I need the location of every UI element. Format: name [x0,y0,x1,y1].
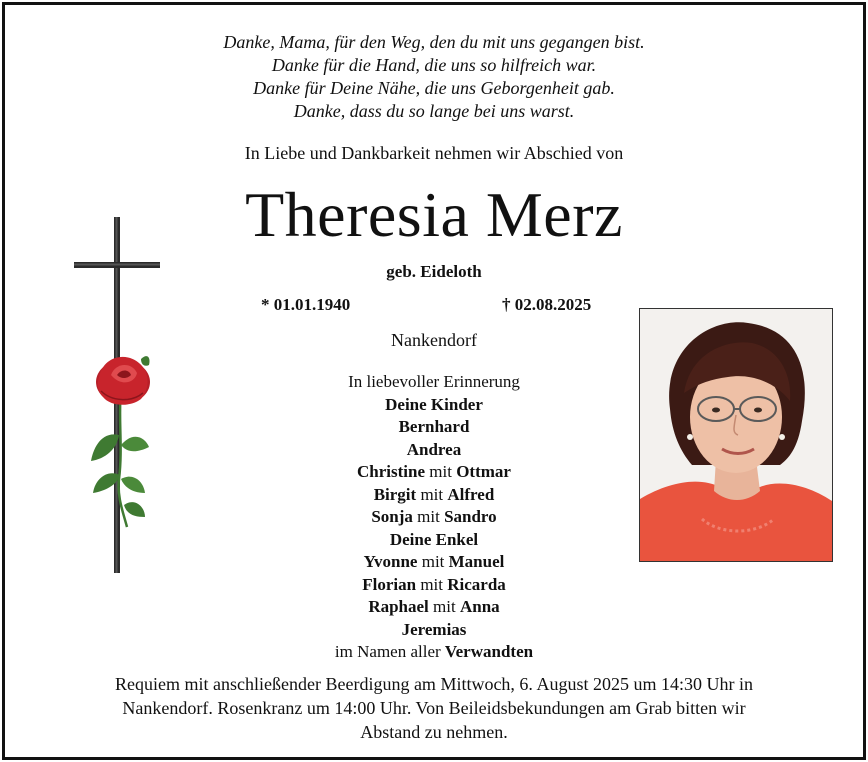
poem [5,31,863,123]
poem-line: Danke für die Hand, die uns so hilfreich war. [271,55,597,75]
mourner-name: Sonja [371,507,413,526]
mourner-name: Jeremias [401,619,467,639]
mourner-partner: Ricarda [447,574,506,594]
mourner-connector: mit [433,597,456,616]
deceased-name: Theresia Merz [245,179,623,250]
mourner-name: Andrea [406,439,462,459]
mourner-partner: Anna [459,597,500,616]
children-label: Deine Kinder [385,394,483,414]
portrait-photo [639,308,833,562]
list-item [5,596,863,619]
mourner-connector: mit [417,507,440,526]
poem-line: Danke, dass du so lange bei uns warst. [293,101,575,121]
farewell-intro: In Liebe und Dankbarkeit nehmen wir Abschied von [244,143,624,163]
mourner-name: Yvonne [363,552,418,571]
mourner-connector: mit [421,552,445,571]
death-date: † 02.08.2025 [502,295,592,314]
poem-line: Danke, Mama, für den Weg, den du mit uns gegangen bist. [223,32,645,52]
mourner-partner: Alfred [447,484,495,504]
closing-prefix: im Namen aller [334,642,441,661]
mourner-name: Bernhard [398,417,470,436]
mourner-name: Birgit [373,484,417,504]
footer-line: Nankendorf. Rosenkranz um 14:00 Uhr. Von Beileidsbekundungen am Grab bitten wir [122,698,746,718]
mourner-connector: mit [420,574,443,594]
hometown: Nankendorf [391,330,477,350]
list-item [5,619,863,642]
obituary-notice [2,2,866,760]
mourner-partner: Manuel [448,552,505,571]
grandchildren-label: Deine Enkel [389,529,479,549]
mourner-partner: Ottmar [456,462,511,481]
footer-line: Requiem mit anschließender Beerdigung am Mittwoch, 6. August 2025 um 14:30 Uhr in [115,674,753,694]
service-details [5,672,863,744]
cross-with-rose-icon [71,217,171,579]
mourner-connector: mit [420,484,444,504]
mourner-connector: mit [429,462,452,481]
mourner-name: Florian [362,574,417,594]
footer-line: Abstand zu nehmen. [360,722,508,742]
birth-date: * 01.01.1940 [261,295,351,314]
mourners-intro: In liebevoller Erinnerung [348,372,520,391]
closing-line [5,641,863,664]
closing-relatives: Verwandten [444,642,534,661]
mourner-name: Christine [357,462,426,481]
birth-name: geb. Eideloth [386,262,482,281]
mourner-partner: Sandro [444,507,497,526]
mourner-name: Raphael [368,597,429,616]
poem-line: Danke für Deine Nähe, die uns Geborgenheit gab. [253,78,615,98]
